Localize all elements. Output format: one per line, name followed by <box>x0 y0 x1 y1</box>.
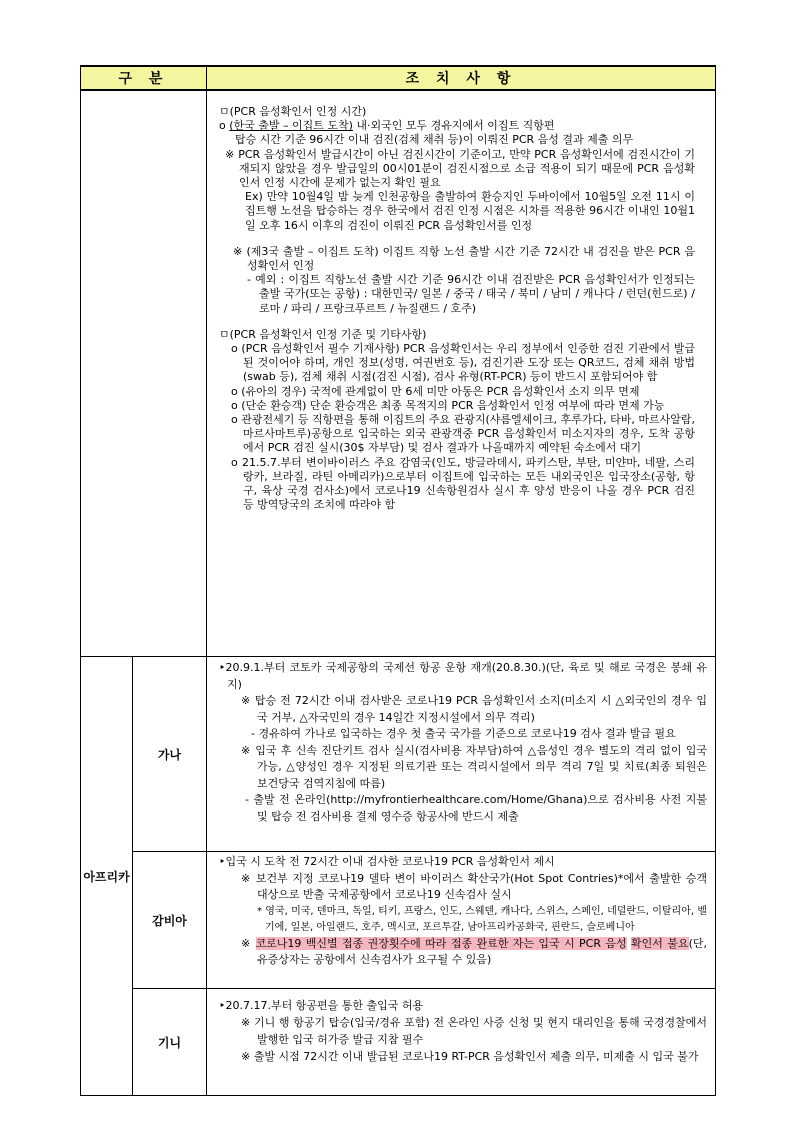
issue-time-note: ※ PCR 음성확인서 발급시간이 아닌 검진시간이 기준이고, 만약 PCR 음성확인서에 검진시간이 기재되지 않았을 경우 발급일의 00시01분이 검진시점으로 소급 적용이 되기 때문에 PCR 음성확인서 인정 시간에 문제가 없는지 확인 필요 <box>225 147 695 190</box>
ghana-line-4: ※ 입국 후 신속 진단키트 검사 실시(검사비용 자부담)하여 △음성인 경우 별도의 격리 없이 입국 가능, △양성인 경우 지정된 의료기관 또는 격리시설에서 의무 격리 7일 및 치료(최종 퇴원은 보건당국 검역지침에 따름) <box>241 743 707 790</box>
ghana-measures <box>207 657 716 852</box>
guinea-row <box>81 989 716 1096</box>
guinea-line-3: ※ 출발 시점 72시간 이내 발급된 코로나19 RT-PCR 음성확인서 제출 의무, 미제출 시 입국 불가 <box>241 1050 699 1063</box>
third-country-note: ※ (제3국 출발 – 이집트 도착) 이집트 직항 노선 출발 시간 기준 72시간 내 검진을 받은 PCR 음성확인서 인정 <box>233 244 695 273</box>
general-measures-cell <box>207 90 716 657</box>
infant-rule: o (유아의 경우) 국적에 관계없이 만 6세 미만 아동은 PCR 음성확인서 소지 의무 면제 <box>231 384 640 398</box>
example-note: Ex) 만약 10월4일 밤 늦게 인천공항을 출발하여 환승지인 두바이에서 10월5일 오전 11시 이집트행 노선을 탑승하는 경우 한국에서 검진 인정 시점은 시차를 적용한 96시간 이내인 10월1일 오후 16시 이후의 검진이 이뤄진 PCR 음성확인서를 인정 <box>245 190 695 232</box>
country-guinea: 기니 <box>133 989 207 1096</box>
pcr-time-heading: ㅁ(PCR 음성확인서 인정 시간) <box>219 105 367 118</box>
ghana-line-2: ※ 탑승 전 72시간 이내 검사받은 코로나19 PCR 음성확인서 소지(미소지 시 △외국인의 경우 입국 거부, △자국민의 경우 14일간 지정시설에서 의무 격리) <box>241 694 707 724</box>
general-row <box>81 90 716 657</box>
ghana-line-5: - 출발 전 온라인(http://myfrontierhealthcare.com/Home/Ghana)으로 검사비용 사전 지불 및 탑승 전 검사비용 결제 영수증 항공사에 반드시 제출 <box>245 793 707 823</box>
korea-departure-rule-cont: 탑승 시간 기준 96시간 이내 검진(검체 채취 등)이 이뤄진 PCR 음성 결과 제출 의무 <box>235 133 634 147</box>
ghana-row <box>81 657 716 852</box>
gambia-line-2: ※ 보건부 지정 코로나19 델타 변이 바이러스 확산국가(Hot Spot Contries)*에서 출발한 승객 대상으로 반출 국제공항에서 코로나19 신속검사 실시 <box>241 871 707 901</box>
vaccinated-highlight: 코로나19 백신별 접종 권장횟수에 따라 접종 완료한 자는 입국 시 PCR 음성 <box>255 936 627 950</box>
ghana-line-1: ‣20.9.1.부터 코토카 국제공항의 국제선 항공 운항 재개(20.8.30.)(단, 육로 및 해로 국경은 봉쇄 유지) <box>219 661 707 691</box>
measures-table <box>80 65 716 1096</box>
pcr-criteria-heading: ㅁ(PCR 음성확인서 인정 기준 및 기타사항) <box>219 327 427 341</box>
header-measures: 조 치 사 항 <box>207 66 716 90</box>
guinea-line-1: ‣20.7.17.부터 항공편을 통한 출입국 허용 <box>219 999 424 1012</box>
header-row <box>81 66 716 90</box>
gambia-line-3: * 영국, 미국, 덴마크, 독일, 티키, 프랑스, 인도, 스웨덴, 캐나다, 스위스, 스페인, 네덜란드, 이탈리아, 벨기에, 일본, 아일랜드, 호주, 멕시코, 포르투갈, 남아프리카공화국, 핀란드, 슬로베니아 <box>257 905 707 933</box>
header-category: 구 분 <box>81 66 207 90</box>
gambia-measures <box>207 852 716 989</box>
guinea-measures <box>207 989 716 1096</box>
exception-note: - 예외 : 이집트 직항노선 출발 시간 기준 96시간 이내 검진받은 PCR 음성확인서가 인정되는 출발 국가(또는 공항) : 대한민국/ 일본 / 중국 / 태국 / 북미 / 남미 / 캐나다 / 런던(힌드로) / 로마 / 파리 / 프랑크푸르트 / 뉴질랜드 / 호주) <box>247 273 695 315</box>
gambia-line-4: ※ 코로나19 백신별 접종 권장횟수에 따라 접종 완료한 자는 입국 시 PCR 음성 확인서 불요(단, 유증상자는 공항에서 신속검사가 요구될 수 있음) <box>241 936 707 966</box>
required-fields-rule: o (PCR 음성확인서 필수 기재사항) PCR 음성확인서는 우리 정부에서 인증한 검진 기관에서 발급된 것이어야 하며, 개인 정보(성명, 여권번호 등), 검진기관 도장 또는 QR코드, 검체 채취 방법(swab 등), 검체 채취 시점(검진 시점), 검사 유형(RT-PCR) 등이 반드시 포함되어야 함 <box>231 342 695 384</box>
country-ghana: 가나 <box>133 657 207 852</box>
gambia-row <box>81 852 716 989</box>
region-africa: 아프리카 <box>81 657 133 1096</box>
country-gambia: 감비아 <box>133 852 207 989</box>
guinea-line-2: ※ 기니 행 항공기 탑승(입국/경유 포함) 전 온라인 사증 신청 및 현지 대리인을 통해 국경경찰에서 발행한 입국 허가증 발급 지참 필수 <box>241 1016 707 1046</box>
charter-rule: o 관광전세기 등 직항편을 통해 이집트의 주요 관광지(샤름엘셰이크, 후루가다, 타바, 마르사알람, 마르사마트루)공항으로 입국하는 외국 관광객중 PCR 음성확인서 미소지자의 경우, 도착 공항에서 PCR 검진 실시(30$ 자부담) 및 검사 결과가 나올때까지 예약된 숙소에서 대기 <box>231 413 695 455</box>
ghana-line-3: - 경유하여 가나로 입국하는 경우 첫 출국 국가를 기준으로 코로나19 검사 결과 발급 필요 <box>251 727 676 740</box>
transit-rule: o (단순 환승객) 단순 환승객은 최종 목적지의 PCR 음성확인서 인정 여부에 따라 면제 가능 <box>231 398 665 412</box>
gambia-line-1: ‣입국 시 도착 전 72시간 이내 검사한 코로나19 PCR 음성확인서 제시 <box>219 855 555 868</box>
korea-departure-rule: o (한국 출발 – 이집트 도착) 내·외국인 모두 경유지에서 이집트 직항편 <box>219 119 555 133</box>
variant-country-rule: o 21.5.7.부터 변이바이러스 주요 감염국(인도, 방글라데시, 파키스탄, 부탄, 미얀마, 네팔, 스리랑카, 브라질, 라틴 아메리카)으로부터 이집트에 입국하는 모든 내외국인은 입국장소(공항, 항구, 육상 국경 검사소)에서 코로나19 신속항원검사 실시 후 양성 반응이 나올 경우 PCR 검진 등 방역당국의 조치에 따라야 함 <box>231 455 695 512</box>
